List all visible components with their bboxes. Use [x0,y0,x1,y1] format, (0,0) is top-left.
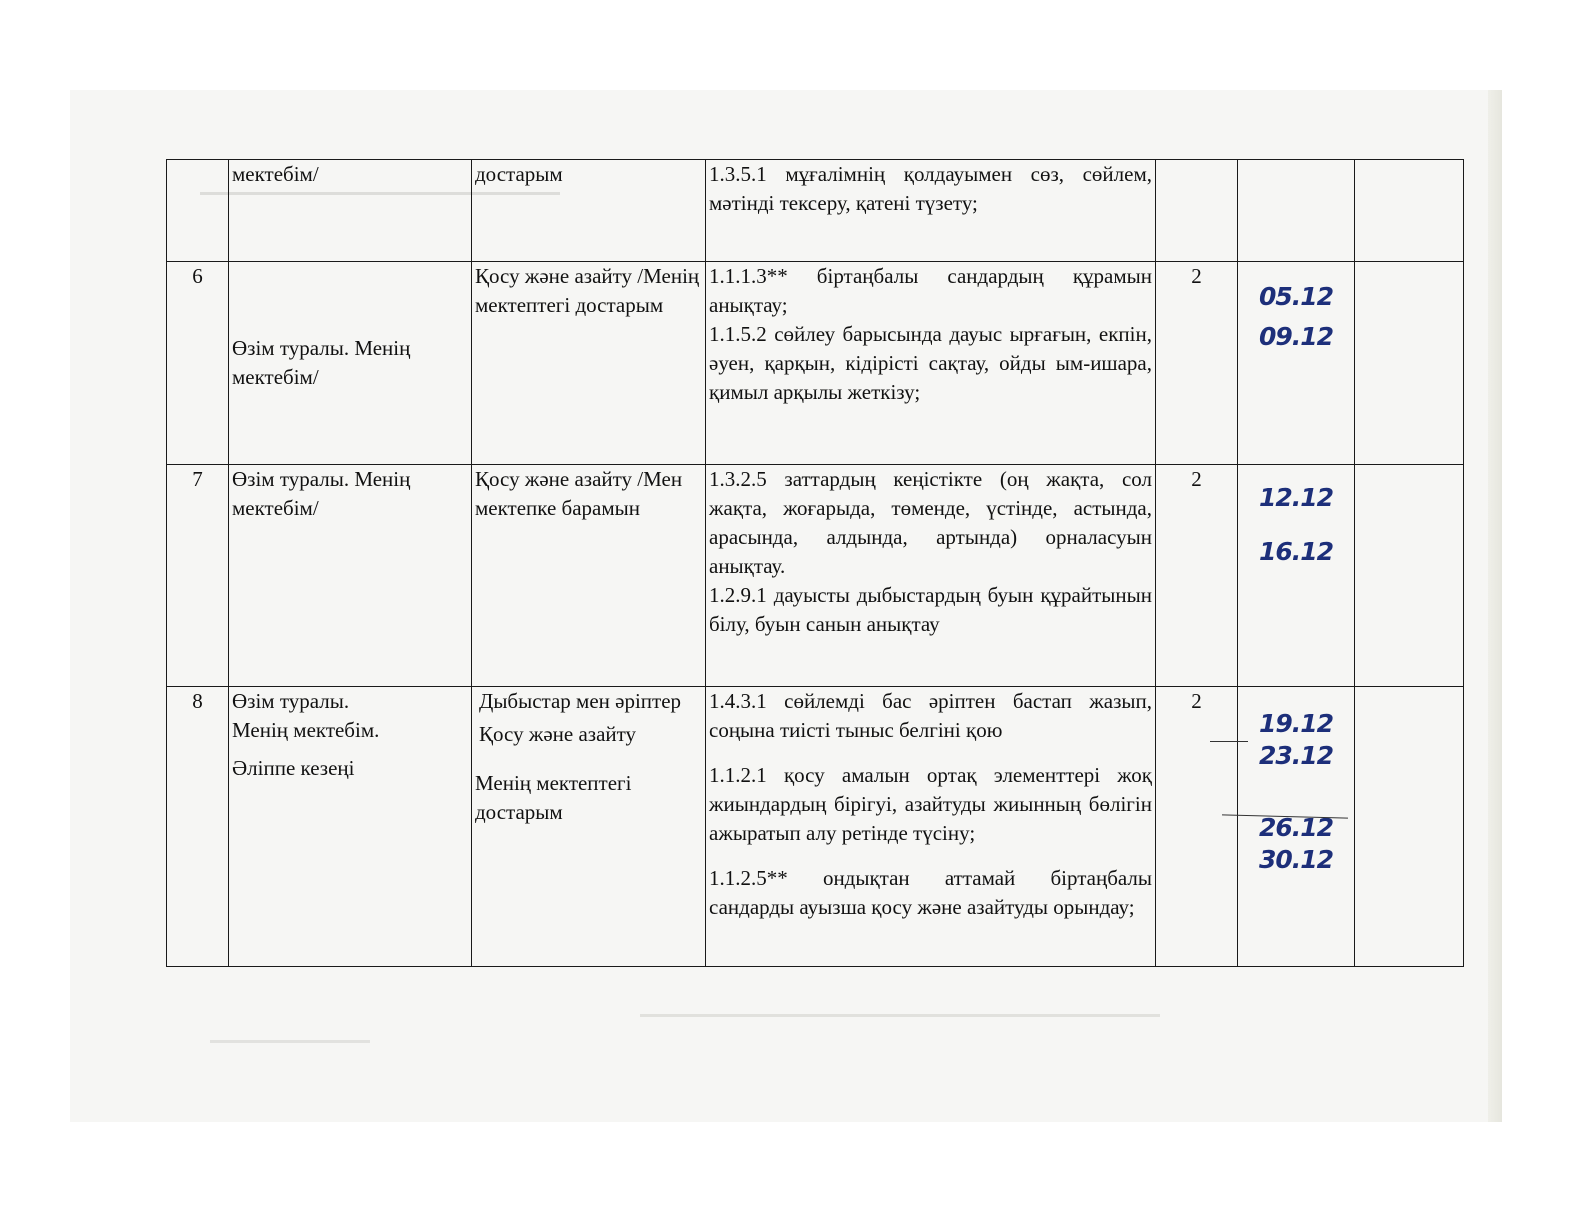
handwritten-line [1210,741,1248,742]
objective-text: 1.1.2.5** ондықтан аттамай біртаңбалы сандарды ауызша қосу және азайтуды орындау; [709,866,1152,919]
table-row-lesson-6 [167,262,1464,465]
objective-text: 1.3.2.5 заттардың кеңістікте (оң жақта, сол жақта, жоғарыда, төменде, үстінде, астында, арасында, алдында, артында) орналасуын анықтау. [709,467,1152,578]
section-line: Қосу және азайту [479,722,637,746]
topic-line: Менің мектебім. [232,718,380,742]
objectives-cell [706,465,1156,687]
dates-cell [1238,465,1355,687]
dates-cell [1238,687,1355,967]
objectives-cell [706,687,1156,967]
dates-cell [1238,262,1355,465]
topic-cell: Өзім туралы. Менің мектебім/ [229,262,472,465]
section-line: Менің мектептегі достарым [475,771,632,824]
topic-cell [229,687,472,967]
section-cell: достарым [472,160,706,262]
lesson-number-cell: 6 [167,262,229,465]
table-row-lesson-8 [167,687,1464,967]
objective-text: 1.1.2.1 қосу амалын ортақ элементтері жоқ жиындардың бірігуі, азайтуды жиынның бөлігін ажыратып алу ретінде түсіну; [709,763,1152,845]
objectives-cell [706,160,1156,262]
hours-cell: 2 [1156,687,1238,967]
section-line: Дыбыстар мен әріптер [479,689,682,713]
dates-cell [1238,160,1355,262]
topic-line: Өзім туралы. [232,689,350,713]
notes-cell [1355,160,1464,262]
section-cell: Қосу және азайту /Мен мектепке барамын [472,465,706,687]
objective-text: 1.2.9.1 дауысты дыбыстардың буын құрайтынын білу, буын санын анықтау [709,583,1152,636]
hours-cell [1156,160,1238,262]
lesson-number-cell: 8 [167,687,229,967]
handwritten-date: 30.12 [1258,845,1334,874]
notes-cell [1355,465,1464,687]
handwritten-date: 09.12 [1258,322,1334,351]
section-cell: Қосу және азайту /Менің мектептегі достарым [472,262,706,465]
objective-text: 1.3.5.1 мұғалімнің қолдауымен сөз, сөйлем, мәтінді тексеру, қатені түзету; [709,162,1152,215]
lesson-plan-table [166,159,1464,967]
table-row-continued [167,160,1464,262]
hours-cell: 2 [1156,262,1238,465]
handwritten-date: 12.12 [1258,483,1334,512]
topic-cell: Өзім туралы. Менің мектебім/ [229,465,472,687]
objective-text: 1.1.5.2 сөйлеу барысында дауыс ырғағын, екпін, әуен, қарқын, кідірісті сақтау, ойды ым-ишара, қимыл арқылы жеткізу; [709,322,1152,404]
topic-line: Әліппе кезеңі [232,756,355,780]
handwritten-date: 19.12 [1258,709,1334,738]
section-cell [472,687,706,967]
lesson-number-cell: 7 [167,465,229,687]
topic-cell: мектебім/ [229,160,472,262]
notes-cell [1355,687,1464,967]
notes-cell [1355,262,1464,465]
handwritten-date: 05.12 [1258,282,1334,311]
objectives-cell [706,262,1156,465]
objective-text: 1.1.1.3** біртаңбалы сандардың құрамын анықтау; [709,264,1152,317]
objective-text: 1.4.3.1 сөйлемді бас әріптен бастап жазып, соңына тиісті тыныс белгіні қою [709,689,1152,742]
handwritten-date: 26.12 [1258,813,1334,842]
hours-cell: 2 [1156,465,1238,687]
handwritten-date: 16.12 [1258,537,1334,566]
paper-edge [1488,90,1502,1122]
table-row-lesson-7 [167,465,1464,687]
handwritten-date: 23.12 [1258,741,1334,770]
lesson-number-cell [167,160,229,262]
